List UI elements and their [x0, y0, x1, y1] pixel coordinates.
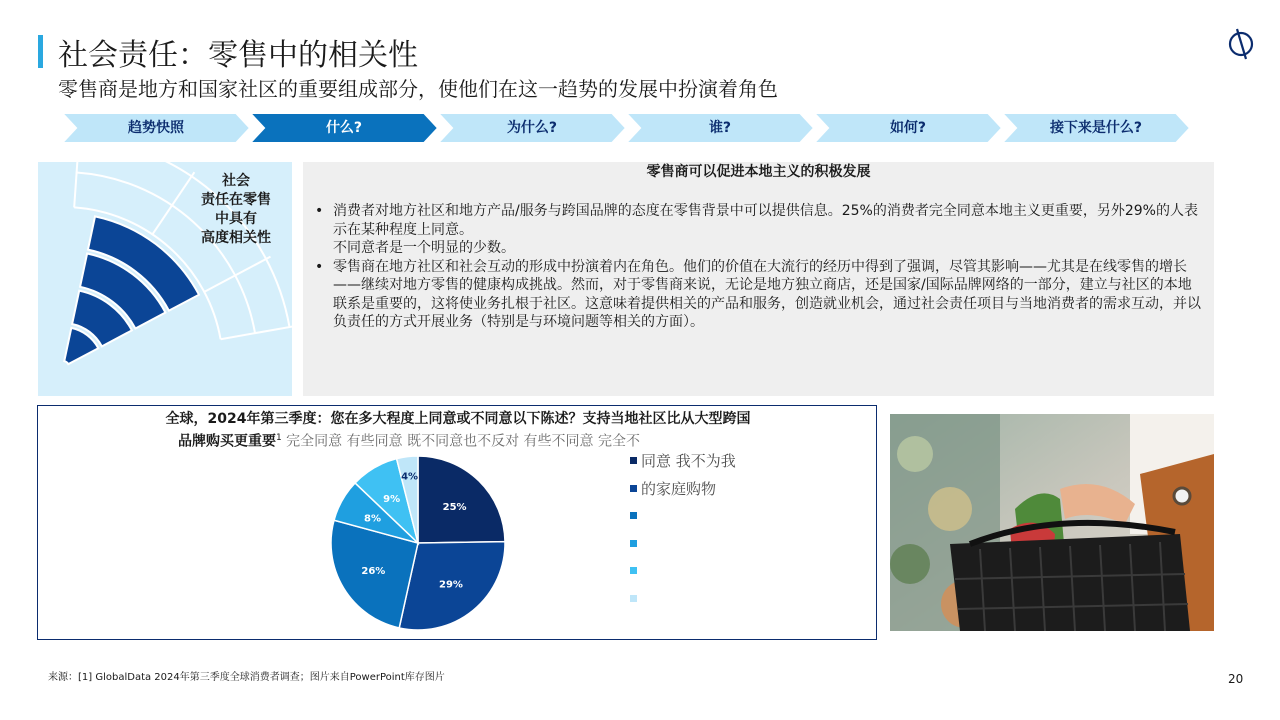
- insight-title: 零售商可以促进本地主义的积极发展: [646, 164, 871, 180]
- nav-step-label: 什么?: [325, 120, 363, 136]
- legend-label: 同意 我不为我: [641, 452, 736, 470]
- trend-navigation: [0, 113, 1280, 143]
- chart-title-line2-main: 品牌购买更重要: [178, 433, 276, 450]
- chart-title-footnote: 1: [276, 433, 282, 443]
- nav-step-label: 谁?: [708, 120, 732, 136]
- nav-step-label: 如何?: [889, 120, 927, 136]
- pie-slice-label: 26%: [361, 566, 386, 578]
- pie-slice-label: 9%: [383, 493, 401, 505]
- bullet-dot-icon: •: [315, 258, 324, 275]
- relevance-fan-spoke: [204, 257, 270, 292]
- legend-swatch: [630, 540, 637, 547]
- relevance-line: 中具有: [215, 211, 257, 227]
- pie-slice-label: 8%: [364, 513, 382, 525]
- bullet-text: 零售商在地方社区和社会互动的形成中扮演着内在角色。他们的价值在大流行的经历中得到了强调，尽管其影响——尤其是在线零售的增长——继续对地方零售的健康构成挑战。然而，对于零售商来说，无论是地方独立商店，还是国家/国际品牌网络的一部分，建立与社区的本地联系是重要的，这将使业务扎根于社区。这意味着提供相关的产品和服务，创造就业机会，通过社会责任项目与当地消费者的需求互动，并以负责任的方式开展业务（特别是与环境问题等相关的方面）。: [333, 258, 1201, 330]
- insight-panel: [303, 162, 1214, 396]
- legend-label: 的家庭购物: [641, 479, 717, 498]
- page-number: 20: [1228, 672, 1244, 686]
- legend-swatch: [630, 595, 637, 602]
- chart-title-line2: [178, 429, 640, 452]
- insight-bullets: [313, 202, 1203, 332]
- relevance-panel: [38, 162, 292, 396]
- relevance-fan-spoke: [74, 162, 79, 207]
- pie-chart: [278, 451, 558, 641]
- page-title: 社会责任：零售中的相关性: [58, 38, 418, 73]
- nav-step-label: 为什么?: [506, 120, 558, 136]
- bullet-extra-text: 不同意者是一个明显的少数。: [333, 240, 515, 256]
- title-accent-bar: [38, 35, 43, 68]
- pie-slice-label: 4%: [401, 471, 419, 483]
- bullet-item: [313, 202, 1203, 258]
- pie-slice-label: 29%: [439, 579, 463, 591]
- legend-swatch: [630, 457, 637, 464]
- chart-title: 全球，2024年第三季度：您在多大程度上同意或不同意以下陈述？支持当地社区比从大型跨国: [165, 411, 751, 427]
- nav-step-label: 趋势快照: [128, 120, 184, 136]
- legend-swatch: [630, 512, 637, 519]
- chart-title-trailing: 完全同意 有些同意 既不同意也不反对 有些不同意 完全不: [281, 433, 640, 450]
- legend-swatch: [630, 567, 637, 574]
- brand-logo-icon: [1226, 27, 1256, 61]
- relevance-line: 责任在零售: [201, 192, 271, 208]
- legend-swatch: [630, 485, 637, 492]
- relevance-line: 高度相关性: [201, 230, 271, 246]
- nav-step-label: 接下来是什么?: [1049, 120, 1143, 136]
- pie-slice-label: 25%: [442, 501, 467, 513]
- bullet-item: [313, 258, 1203, 332]
- relevance-label: [186, 172, 286, 248]
- page-subtitle: 零售商是地方和国家社区的重要组成部分，使他们在这一趋势的发展中扮演着角色: [58, 77, 778, 101]
- source-note: 来源：[1] GlobalData 2024年第三季度全球消费者调查；图片来自PowerPoint库存图片: [48, 672, 445, 683]
- bullet-text: 消费者对地方社区和地方产品/服务与跨国品牌的态度在零售背景中可以提供信息。25%的消费者完全同意本地主义更重要，另外29%的人表示在某种程度上同意。: [333, 203, 1198, 238]
- relevance-line: 社会: [222, 173, 250, 189]
- pie-slice: [418, 456, 505, 543]
- relevance-fan-spoke: [221, 326, 292, 339]
- survey-chart: [37, 405, 877, 640]
- bullet-dot-icon: •: [315, 203, 324, 219]
- shopping-basket-photo: [890, 414, 1214, 631]
